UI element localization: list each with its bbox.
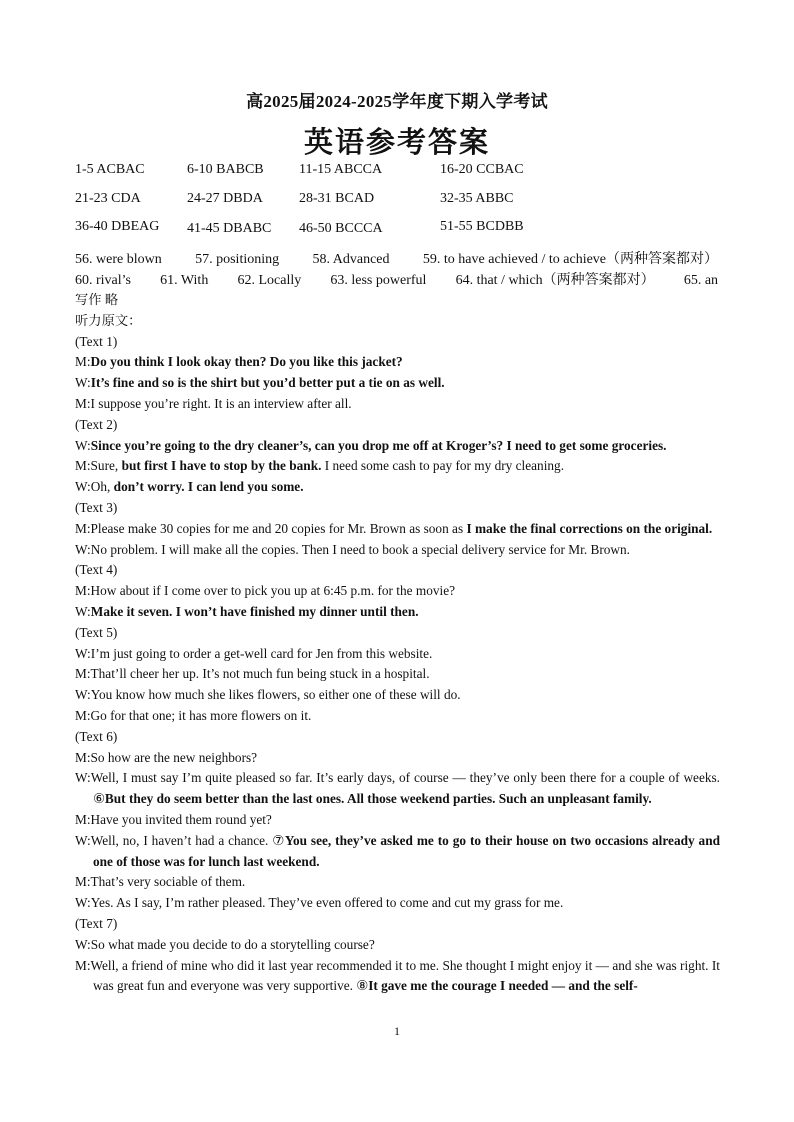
transcript-body <box>75 290 720 997</box>
speaker-label: W: <box>75 687 91 703</box>
dialogue-key-text: It’s fine and so is the shirt but you’d better put a tie on as well. <box>90 375 445 391</box>
speaker-label: W: <box>75 541 91 557</box>
answer-group: 24-27 DBDA <box>187 191 263 206</box>
dialogue-line <box>75 872 720 893</box>
speaker-label: M: <box>75 957 91 973</box>
fill-answers-line-1 <box>75 248 718 268</box>
dialogue-text: That’s very sociable of them. <box>90 874 246 890</box>
speaker-label: W: <box>75 375 91 391</box>
answer-group: 32-35 ABBC <box>440 191 514 206</box>
dialogue-line <box>75 581 720 602</box>
transcript-heading: 听力原文： <box>75 312 142 328</box>
dialogue-line <box>75 935 720 956</box>
dialogue-key-text: Make it seven. I won’t have finished my dinner until then. <box>90 603 419 619</box>
text-label-text: (Text 7) <box>75 915 118 931</box>
dialogue-key-text: It gave me the courage I needed — and the self- <box>368 978 638 994</box>
speaker-label: W: <box>75 437 91 453</box>
dialogue-line <box>75 602 720 623</box>
fill-answers-line-2 <box>75 269 718 289</box>
page-number: 1 <box>394 1024 400 1038</box>
dialogue-text: How about if I come over to pick you up at 6:45 p.m. for the movie? <box>90 583 456 599</box>
dialogue-text: So what made you decide to do a storytelling course? <box>90 936 375 952</box>
fill-answer: 60. rival’s <box>75 273 131 288</box>
speaker-label: M: <box>75 458 91 474</box>
dialogue-text: Well, no, I haven’t had a chance. ⑦ <box>90 832 285 848</box>
answer-group: 36-40 DBEAG <box>75 219 160 234</box>
text-label-text: (Text 4) <box>75 562 118 578</box>
exam-title: 高2025届2024-2025学年度下期入学考试 <box>246 92 548 111</box>
text-label-text: (Text 6) <box>75 728 118 744</box>
speaker-label: W: <box>75 895 91 911</box>
dialogue-line <box>75 768 720 810</box>
dialogue-line <box>75 644 720 665</box>
transcript-lines <box>75 332 720 998</box>
speaker-label: M: <box>75 583 91 599</box>
speaker-label: M: <box>75 749 91 765</box>
dialogue-key-text: Do you think I look okay then? Do you like this jacket? <box>90 354 403 370</box>
answer-group: 16-20 CCBAC <box>440 162 524 177</box>
fill-answer: 57. positioning <box>195 252 280 267</box>
text-label <box>75 332 720 353</box>
dialogue-line <box>75 352 720 373</box>
speaker-label: W: <box>75 770 91 786</box>
dialogue-text: I’m just going to order a get-well card for Jen from this website. <box>90 645 433 661</box>
dialogue-text: Have you invited them round yet? <box>90 811 272 827</box>
speaker-label: W: <box>75 645 91 661</box>
text-label-text: (Text 5) <box>75 624 118 640</box>
dialogue-text: Please make 30 copies for me and 20 copies for Mr. Brown as soon as <box>90 520 467 536</box>
dialogue-line <box>75 956 720 998</box>
dialogue-line <box>75 540 720 561</box>
fill-answer: 62. Locally <box>237 273 302 288</box>
speaker-label: W: <box>75 832 91 848</box>
text-label <box>75 914 720 935</box>
fill-answer: 56. were blown <box>75 252 162 267</box>
speaker-label: M: <box>75 354 91 370</box>
dialogue-line <box>75 831 720 873</box>
dialogue-line <box>75 893 720 914</box>
answer-group: 51-55 BCDBB <box>440 219 524 234</box>
answer-group: 1-5 ACBAC <box>75 162 145 177</box>
dialogue-line <box>75 706 720 727</box>
speaker-label: W: <box>75 936 91 952</box>
dialogue-text: Well, I must say I’m quite pleased so far. It’s early days, of course — they’ve only been there for a couple of weeks. ⑥ <box>90 770 720 807</box>
speaker-label: M: <box>75 811 91 827</box>
dialogue-line <box>75 477 720 498</box>
dialogue-text: Yes. As I say, I’m rather pleased. They’ve even offered to come and cut my grass for me. <box>90 895 564 911</box>
dialogue-key-text: But they do seem better than the last ones. All those weekend parties. Such an unpleasant family. <box>104 791 652 807</box>
dialogue-text: That’ll cheer her up. It’s not much fun being stuck in a hospital. <box>90 666 430 682</box>
dialogue-line <box>75 685 720 706</box>
writing-note: 写作 略 <box>75 292 119 307</box>
dialogue-line <box>75 810 720 831</box>
dialogue-key-text: Since you’re going to the dry cleaner’s, can you drop me off at Kroger’s? I need to get some groceries. <box>90 437 667 453</box>
speaker-label: M: <box>75 395 91 411</box>
dialogue-text: So how are the new neighbors? <box>90 749 258 765</box>
speaker-label: M: <box>75 707 91 723</box>
dialogue-key-text: You see, they’ve asked me to go to their house on two occasions already and one of those was for lunch last weekend. <box>93 832 720 869</box>
fill-answer: 63. less powerful <box>330 273 427 288</box>
speaker-label: M: <box>75 520 91 536</box>
text-label <box>75 727 720 748</box>
answer-group: 21-23 CDA <box>75 191 141 206</box>
dialogue-key-text: I make the final corrections on the original. <box>466 520 713 536</box>
dialogue-line <box>75 373 720 394</box>
dialogue-text: I need some cash to pay for my dry cleaning. <box>321 458 565 474</box>
dialogue-line <box>75 748 720 769</box>
text-label <box>75 415 720 436</box>
text-label-text: (Text 2) <box>75 416 118 432</box>
answer-group: 6-10 BABCB <box>187 162 264 177</box>
answer-group: 11-15 ABCCA <box>299 162 383 177</box>
speaker-label: W: <box>75 479 91 495</box>
dialogue-key-text: don’t worry. I can lend you some. <box>113 479 304 495</box>
dialogue-line <box>75 664 720 685</box>
dialogue-line <box>75 519 720 540</box>
text-label-text: (Text 3) <box>75 499 118 515</box>
dialogue-text: Oh, <box>90 479 114 495</box>
answer-key-title: 英语参考答案 <box>303 127 490 159</box>
dialogue-line <box>75 436 720 457</box>
text-label-text: (Text 1) <box>75 333 118 349</box>
fill-answer: 58. Advanced <box>312 252 390 267</box>
answer-group: 46-50 BCCCA <box>299 221 383 236</box>
dialogue-key-text: but first I have to stop by the bank. <box>121 458 322 474</box>
dialogue-line <box>75 394 720 415</box>
text-label <box>75 623 720 644</box>
speaker-label: M: <box>75 874 91 890</box>
text-label <box>75 498 720 519</box>
dialogue-text: I suppose you’re right. It is an interview after all. <box>90 395 352 411</box>
fill-answer: 64. that / which（两种答案都对） <box>455 273 655 288</box>
dialogue-text: Go for that one; it has more flowers on it. <box>90 707 312 723</box>
speaker-label: M: <box>75 666 91 682</box>
speaker-label: W: <box>75 603 91 619</box>
dialogue-line <box>75 456 720 477</box>
answer-group: 41-45 DBABC <box>187 221 272 236</box>
fill-answer: 59. to have achieved / to achieve（两种答案都对） <box>422 252 719 267</box>
answer-group: 28-31 BCAD <box>299 191 375 206</box>
fill-answer: 65. an <box>683 273 719 288</box>
fill-answer: 61. With <box>160 273 209 288</box>
dialogue-text: No problem. I will make all the copies. Then I need to book a special delivery service for Mr. Brown. <box>90 541 630 557</box>
dialogue-text: You know how much she likes flowers, so either one of these will do. <box>90 687 461 703</box>
dialogue-text: Well, a friend of mine who did it last year recommended it to me. She thought I might enjoy it — and she was right. It was great fun and everyone was very supportive. ⑧ <box>90 957 720 994</box>
dialogue-text: Sure, <box>90 458 122 474</box>
text-label <box>75 560 720 581</box>
